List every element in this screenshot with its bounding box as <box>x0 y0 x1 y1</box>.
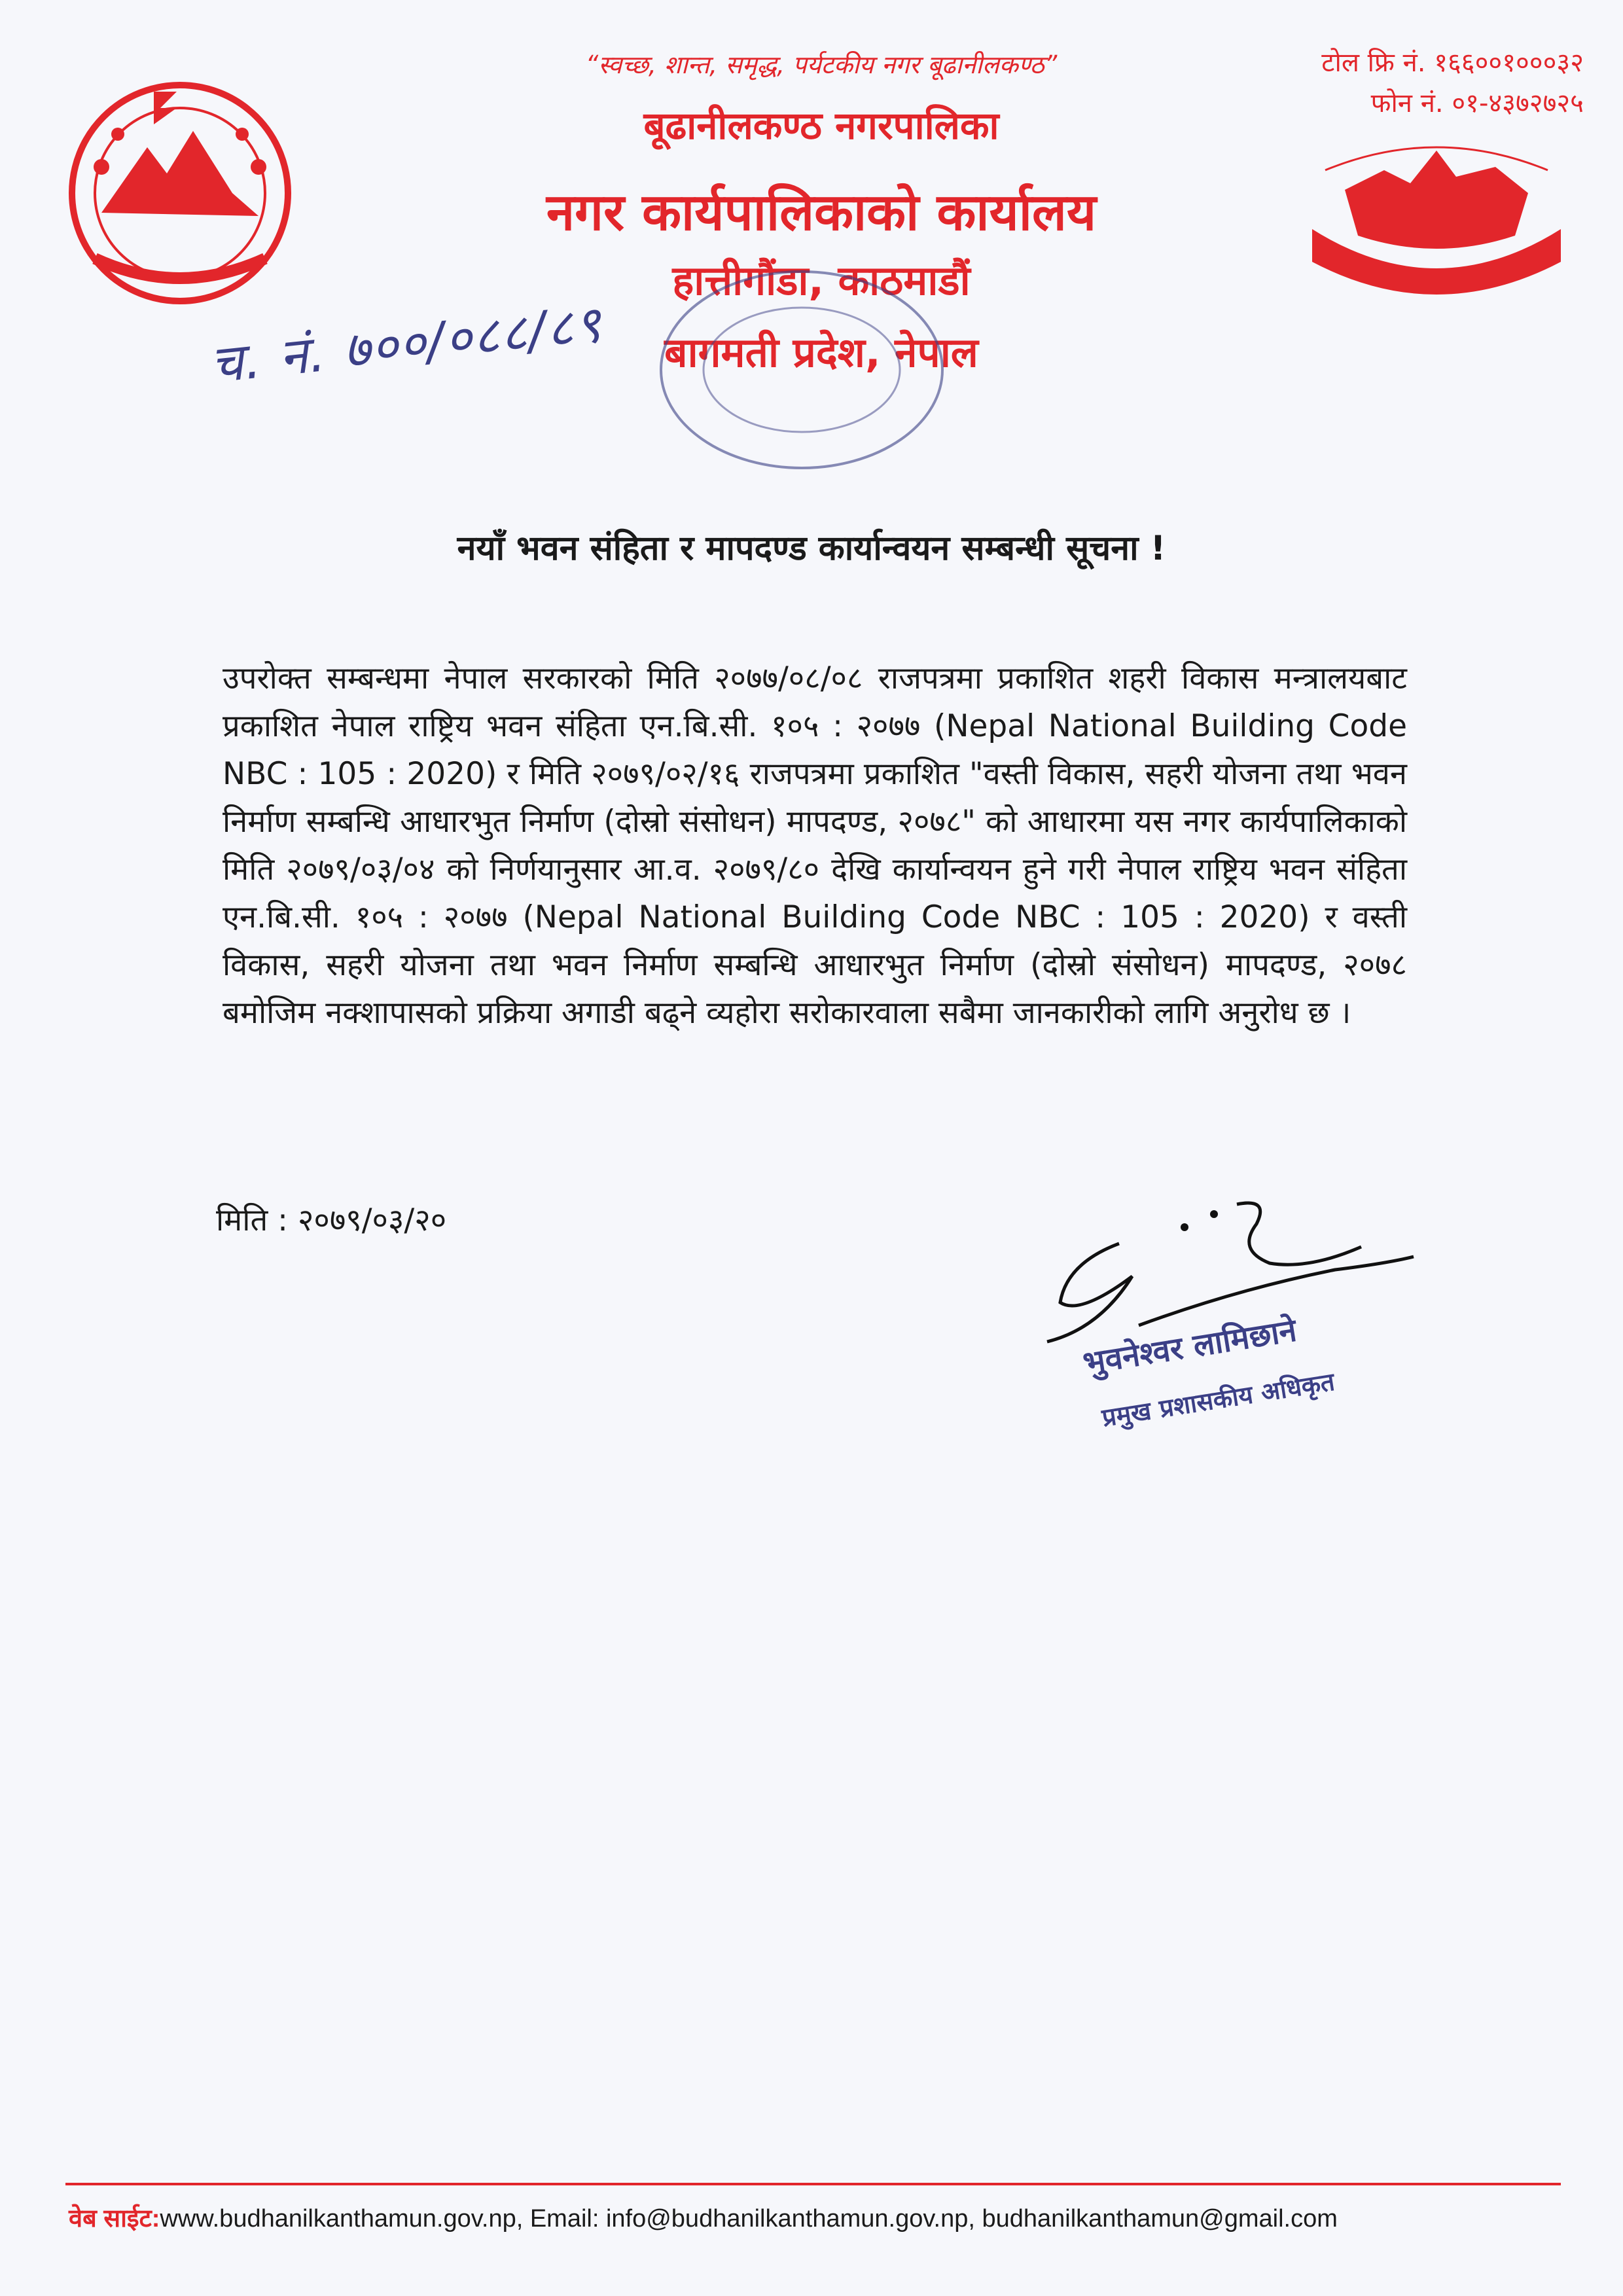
signatory-name: भुवनेश्वर लामिछाने <box>1080 1312 1299 1382</box>
footer-divider <box>65 2183 1561 2185</box>
notice-date: मिति : २०७९/०३/२० <box>216 1202 447 1238</box>
phone-number: फोन नं. ०१-४३७२७२५ <box>1370 88 1584 118</box>
notice-body: उपरोक्त सम्बन्धमा नेपाल सरकारको मिति २०७७/०८/०८ राजपत्रमा प्रकाशित शहरी विकास मन्त्रालयबाट प्रकाशित नेपाल राष्ट्रिय भवन संहिता एन.बि.सी. १०५ : २०७७ (Nepal National Building Code NBC : 105 : 2020) र मिति २०७९/०२/१६ राजपत्रमा प्रकाशित "वस्ती विकास, सहरी योजना तथा भवन निर्माण सम्बन्धि आधारभुत निर्माण (दोस्रो संसोधन) मापदण्ड, २०७८" को आधारमा यस नगर कार्यपालिकाको मिति २०७९/०३/०४ को निर्णयानुसार आ.व. २०७९/८० देखि कार्यान्वयन हुने गरी नेपाल राष्ट्रिय भवन संहिता एन.बि.सी. १०५ : २०७७ (Nepal National Building Code NBC : 105 : 2020) र वस्ती विकास, सहरी योजना तथा भवन निर्माण सम्बन्धि आधारभुत निर्माण (दोस्रो संसोधन) मापदण्ड, २०७८ बमोजिम नक्शापासको प्रक्रिया अगाडी बढ्ने व्यहोरा सरोकारवाला सबैमा जानकारीको लागि अनुरोध छ । <box>223 660 1407 1031</box>
reference-number: च. नं. ७००/०८८/८९ <box>207 295 605 395</box>
location-line-2: बागमती प्रदेश, नेपाल <box>664 329 978 376</box>
office-name: नगर कार्यपालिकाको कार्यालय <box>546 183 1097 242</box>
toll-free-number: टोल फ्रि नं. १६६००१०००३२ <box>1321 48 1584 78</box>
website-label: वेब साईट: <box>69 2205 160 2233</box>
notice-subject: नयाँ भवन संहिता र मापदण्ड कार्यान्वयन सम्बन्धी सूचना ! <box>457 529 1166 568</box>
tagline: “स्वच्छ, शान्त, समृद्ध, पर्यटकीय नगर बूढानीलकण्ठ” <box>585 50 1058 79</box>
signatory-title: प्रमुख प्रशासकीय अधिकृत <box>1099 1367 1337 1433</box>
footer <box>69 2200 1574 2234</box>
office-stamp <box>648 262 955 478</box>
nepal-emblem-logo <box>56 62 304 311</box>
location-line-1: हात्तीगौंडा, काठमाडौं <box>672 257 971 304</box>
contact-links[interactable]: www.budhanilkanthamun.gov.np, Email: info@budhanilkanthamun.gov.np, budhanilkanthamun@gmail.com <box>160 2205 1338 2233</box>
municipality-logo <box>1299 131 1574 308</box>
municipality-name: बूढानीलकण्ठ नगरपालिका <box>643 103 999 148</box>
